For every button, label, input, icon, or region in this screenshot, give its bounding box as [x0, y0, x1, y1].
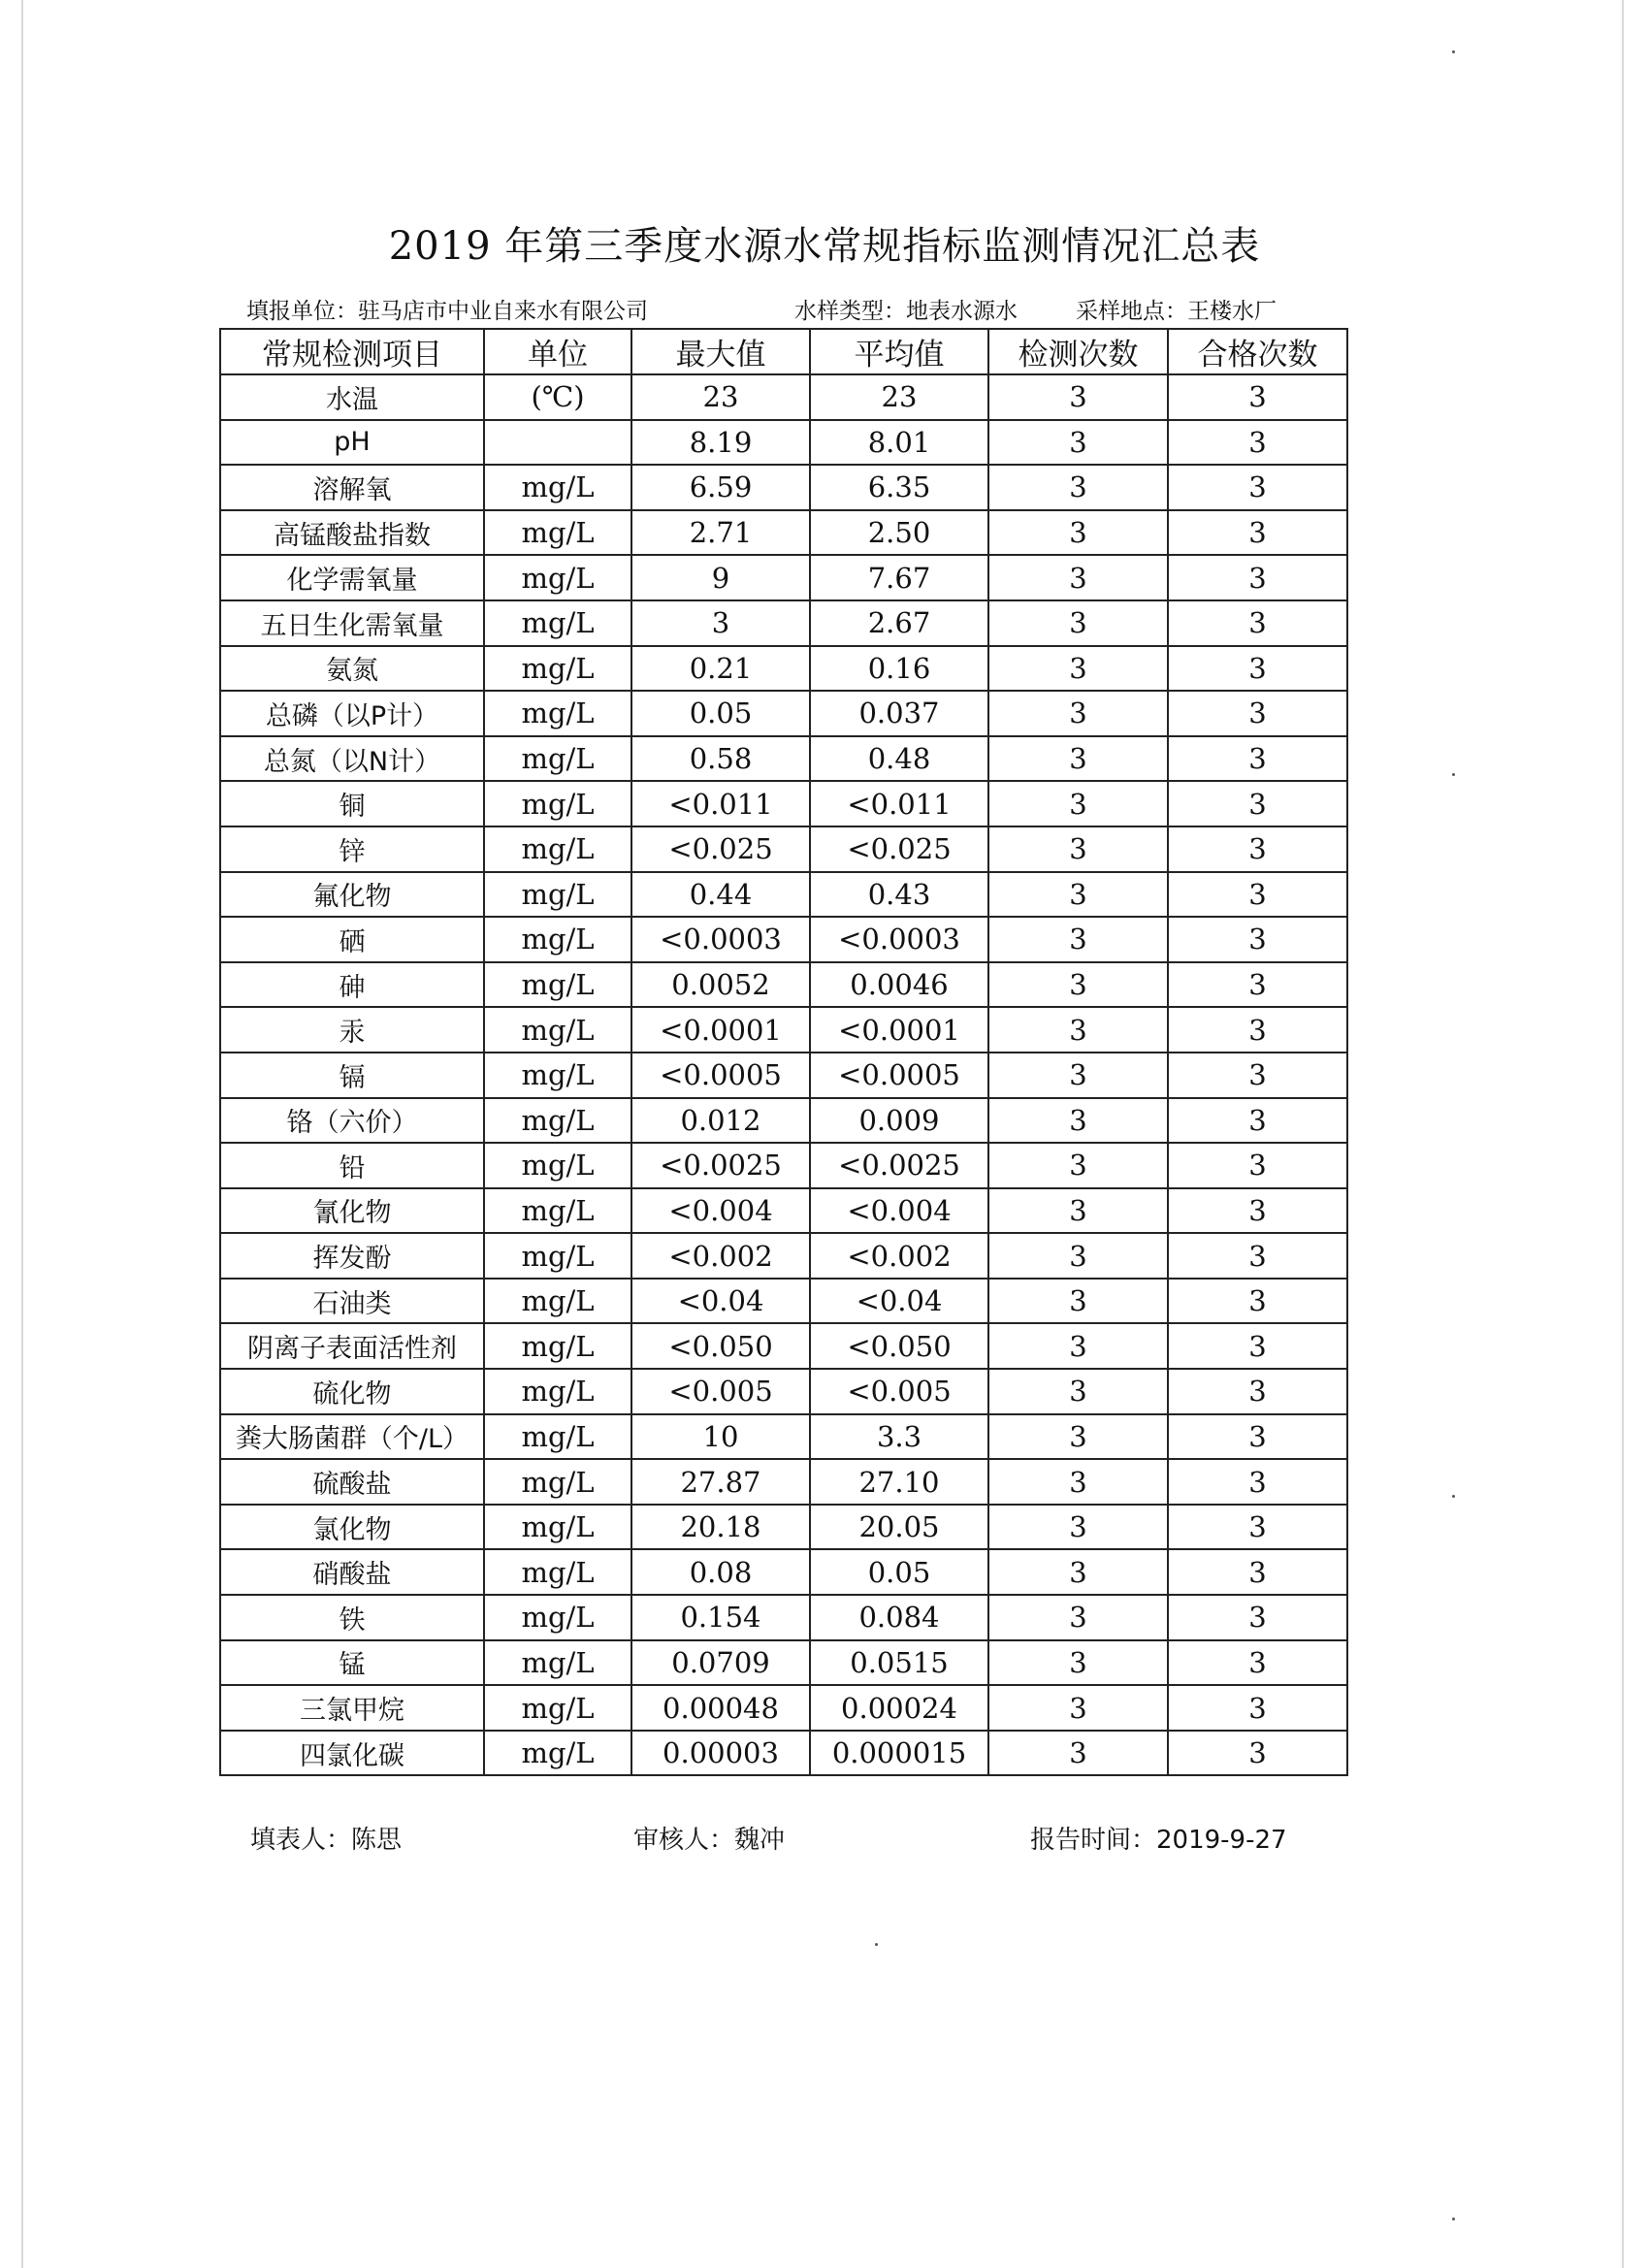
item-cell: 阴离子表面活性剂 — [220, 1323, 484, 1369]
item-cell: 四氯化碳 — [220, 1731, 484, 1776]
avg-value-cell: 7.67 — [810, 555, 988, 600]
pass-count-cell: 3 — [1168, 872, 1347, 918]
table-row — [220, 1143, 1347, 1188]
test-count-cell: 3 — [988, 1640, 1168, 1686]
table-row — [220, 1549, 1347, 1595]
test-count-cell: 3 — [988, 420, 1168, 466]
test-count-cell: 3 — [988, 1685, 1168, 1731]
item-cell: 锰 — [220, 1640, 484, 1686]
avg-value-cell: <0.005 — [810, 1369, 988, 1414]
test-count-cell: 3 — [988, 465, 1168, 510]
table-row — [220, 1007, 1347, 1053]
table-row — [220, 555, 1347, 600]
monitoring-table — [219, 328, 1348, 1776]
pass-count-cell: 3 — [1168, 1007, 1347, 1053]
test-count-cell: 3 — [988, 1549, 1168, 1595]
table-row — [220, 781, 1347, 826]
pass-count-cell: 3 — [1168, 962, 1347, 1008]
table-row — [220, 374, 1347, 420]
test-count-cell: 3 — [988, 374, 1168, 420]
pass-count-cell: 3 — [1168, 555, 1347, 600]
pass-count-cell: 3 — [1168, 1098, 1347, 1144]
max-value-cell: 0.05 — [631, 691, 810, 736]
test-count-cell: 3 — [988, 1279, 1168, 1324]
unit-cell: mg/L — [484, 1053, 631, 1098]
avg-value-cell: 0.0515 — [810, 1640, 988, 1686]
pass-count-cell: 3 — [1168, 1640, 1347, 1686]
pass-count-cell: 3 — [1168, 1233, 1347, 1279]
preparer: 填表人：陈思 — [250, 1826, 403, 1855]
item-cell: 挥发酚 — [220, 1233, 484, 1279]
table-row — [220, 691, 1347, 736]
pass-count-cell: 3 — [1168, 465, 1347, 510]
avg-value-cell: 2.67 — [810, 600, 988, 646]
unit-cell — [484, 420, 631, 466]
table-row — [220, 420, 1347, 466]
reviewer: 审核人：魏冲 — [633, 1826, 786, 1855]
avg-value-cell: 3.3 — [810, 1414, 988, 1460]
max-value-cell: 0.00003 — [631, 1731, 810, 1776]
table-row — [220, 1414, 1347, 1460]
table-row — [220, 826, 1347, 872]
test-count-cell: 3 — [988, 1323, 1168, 1369]
max-value-cell: <0.0005 — [631, 1053, 810, 1098]
max-value-cell: <0.0003 — [631, 917, 810, 962]
item-cell: 硒 — [220, 917, 484, 962]
test-count-cell: 3 — [988, 1143, 1168, 1188]
item-cell: 锌 — [220, 826, 484, 872]
table-row — [220, 872, 1347, 918]
test-count-cell: 3 — [988, 600, 1168, 646]
max-value-cell: <0.025 — [631, 826, 810, 872]
test-count-cell: 3 — [988, 1505, 1168, 1550]
unit-cell: mg/L — [484, 1414, 631, 1460]
item-cell: 硝酸盐 — [220, 1549, 484, 1595]
test-count-cell: 3 — [988, 826, 1168, 872]
test-count-cell: 3 — [988, 1007, 1168, 1053]
max-value-cell: 0.0052 — [631, 962, 810, 1008]
test-count-cell: 3 — [988, 1188, 1168, 1234]
item-cell: 三氯甲烷 — [220, 1685, 484, 1731]
table-row — [220, 917, 1347, 962]
scan-left-edge — [21, 0, 23, 2268]
column-header: 检测次数 — [988, 329, 1168, 374]
table-row — [220, 600, 1347, 646]
item-cell: 高锰酸盐指数 — [220, 510, 484, 556]
sampling-site: 采样地点：王楼水厂 — [1076, 299, 1277, 324]
avg-value-cell: <0.025 — [810, 826, 988, 872]
item-cell: 总磷（以P计） — [220, 691, 484, 736]
table-row — [220, 465, 1347, 510]
avg-value-cell: 0.037 — [810, 691, 988, 736]
pass-count-cell: 3 — [1168, 600, 1347, 646]
item-cell: 镉 — [220, 1053, 484, 1098]
unit-cell: mg/L — [484, 1188, 631, 1234]
item-cell: 溶解氧 — [220, 465, 484, 510]
max-value-cell: <0.005 — [631, 1369, 810, 1414]
avg-value-cell: <0.0001 — [810, 1007, 988, 1053]
column-header: 平均值 — [810, 329, 988, 374]
max-value-cell: <0.002 — [631, 1233, 810, 1279]
table-row — [220, 1188, 1347, 1234]
max-value-cell: 2.71 — [631, 510, 810, 556]
reporting-unit: 填报单位：驻马店市中业自来水有限公司 — [246, 299, 648, 324]
pass-count-cell: 3 — [1168, 1549, 1347, 1595]
pass-count-cell: 3 — [1168, 1188, 1347, 1234]
item-cell: 硫化物 — [220, 1369, 484, 1414]
avg-value-cell: <0.0003 — [810, 917, 988, 962]
unit-cell: mg/L — [484, 1143, 631, 1188]
max-value-cell: 0.0709 — [631, 1640, 810, 1686]
pass-count-cell: 3 — [1168, 510, 1347, 556]
unit-cell: mg/L — [484, 872, 631, 918]
avg-value-cell: 27.10 — [810, 1459, 988, 1505]
max-value-cell: 6.59 — [631, 465, 810, 510]
test-count-cell: 3 — [988, 962, 1168, 1008]
test-count-cell: 3 — [988, 1731, 1168, 1776]
table-row — [220, 736, 1347, 782]
max-value-cell: 9 — [631, 555, 810, 600]
avg-value-cell: 0.084 — [810, 1595, 988, 1640]
avg-value-cell: 0.000015 — [810, 1731, 988, 1776]
avg-value-cell: <0.011 — [810, 781, 988, 826]
unit-cell: (℃) — [484, 374, 631, 420]
report-time: 报告时间：2019-9-27 — [1030, 1826, 1287, 1855]
avg-value-cell: <0.002 — [810, 1233, 988, 1279]
max-value-cell: <0.050 — [631, 1323, 810, 1369]
column-header: 合格次数 — [1168, 329, 1347, 374]
unit-cell: mg/L — [484, 691, 631, 736]
table-row — [220, 1459, 1347, 1505]
pass-count-cell: 3 — [1168, 1279, 1347, 1324]
table-row — [220, 962, 1347, 1008]
avg-value-cell: <0.04 — [810, 1279, 988, 1324]
unit-cell: mg/L — [484, 510, 631, 556]
test-count-cell: 3 — [988, 1053, 1168, 1098]
max-value-cell: <0.0001 — [631, 1007, 810, 1053]
column-header: 最大值 — [631, 329, 810, 374]
avg-value-cell: <0.0005 — [810, 1053, 988, 1098]
avg-value-cell: 0.16 — [810, 646, 988, 692]
unit-cell: mg/L — [484, 1685, 631, 1731]
unit-cell: mg/L — [484, 646, 631, 692]
unit-cell: mg/L — [484, 1369, 631, 1414]
avg-value-cell: 0.0046 — [810, 962, 988, 1008]
max-value-cell: <0.004 — [631, 1188, 810, 1234]
avg-value-cell: <0.0025 — [810, 1143, 988, 1188]
pass-count-cell: 3 — [1168, 1459, 1347, 1505]
test-count-cell: 3 — [988, 646, 1168, 692]
avg-value-cell: <0.004 — [810, 1188, 988, 1234]
test-count-cell: 3 — [988, 1098, 1168, 1144]
test-count-cell: 3 — [988, 736, 1168, 782]
unit-cell: mg/L — [484, 1098, 631, 1144]
max-value-cell: 8.19 — [631, 420, 810, 466]
item-cell: 氯化物 — [220, 1505, 484, 1550]
max-value-cell: 0.08 — [631, 1549, 810, 1595]
avg-value-cell: 0.009 — [810, 1098, 988, 1144]
table-row — [220, 1685, 1347, 1731]
scan-speck — [1452, 2218, 1455, 2220]
max-value-cell: 0.44 — [631, 872, 810, 918]
scan-speck — [1452, 50, 1455, 53]
test-count-cell: 3 — [988, 555, 1168, 600]
max-value-cell: <0.0025 — [631, 1143, 810, 1188]
test-count-cell: 3 — [988, 1595, 1168, 1640]
table-body — [220, 374, 1347, 1775]
item-cell: 铅 — [220, 1143, 484, 1188]
table-row — [220, 1279, 1347, 1324]
unit-cell: mg/L — [484, 555, 631, 600]
unit-cell: mg/L — [484, 1731, 631, 1776]
avg-value-cell: 2.50 — [810, 510, 988, 556]
unit-cell: mg/L — [484, 781, 631, 826]
item-cell: pH — [220, 420, 484, 466]
table-row — [220, 1369, 1347, 1414]
header-row — [220, 329, 1347, 374]
column-header: 常规检测项目 — [220, 329, 484, 374]
item-cell: 化学需氧量 — [220, 555, 484, 600]
unit-cell: mg/L — [484, 600, 631, 646]
item-cell: 汞 — [220, 1007, 484, 1053]
max-value-cell: 23 — [631, 374, 810, 420]
pass-count-cell: 3 — [1168, 1414, 1347, 1460]
test-count-cell: 3 — [988, 1459, 1168, 1505]
unit-cell: mg/L — [484, 1505, 631, 1550]
item-cell: 五日生化需氧量 — [220, 600, 484, 646]
item-cell: 氰化物 — [220, 1188, 484, 1234]
item-cell: 铁 — [220, 1595, 484, 1640]
item-cell: 石油类 — [220, 1279, 484, 1324]
unit-cell: mg/L — [484, 962, 631, 1008]
scan-speck — [1452, 773, 1455, 776]
scan-speck — [875, 1943, 878, 1946]
avg-value-cell: 0.00024 — [810, 1685, 988, 1731]
scan-right-edge — [1622, 0, 1624, 2268]
pass-count-cell: 3 — [1168, 1595, 1347, 1640]
unit-cell: mg/L — [484, 1279, 631, 1324]
test-count-cell: 3 — [988, 872, 1168, 918]
test-count-cell: 3 — [988, 1369, 1168, 1414]
table-row — [220, 1640, 1347, 1686]
unit-cell: mg/L — [484, 1233, 631, 1279]
max-value-cell: 3 — [631, 600, 810, 646]
max-value-cell: 10 — [631, 1414, 810, 1460]
max-value-cell: 27.87 — [631, 1459, 810, 1505]
avg-value-cell: 0.05 — [810, 1549, 988, 1595]
max-value-cell: 0.154 — [631, 1595, 810, 1640]
unit-cell: mg/L — [484, 1549, 631, 1595]
max-value-cell: <0.04 — [631, 1279, 810, 1324]
avg-value-cell: 8.01 — [810, 420, 988, 466]
pass-count-cell: 3 — [1168, 1685, 1347, 1731]
page-title: 2019 年第三季度水源水常规指标监测情况汇总表 — [388, 224, 1261, 269]
max-value-cell: 0.58 — [631, 736, 810, 782]
pass-count-cell: 3 — [1168, 781, 1347, 826]
item-cell: 砷 — [220, 962, 484, 1008]
unit-cell: mg/L — [484, 917, 631, 962]
avg-value-cell: 6.35 — [810, 465, 988, 510]
table-row — [220, 1098, 1347, 1144]
pass-count-cell: 3 — [1168, 826, 1347, 872]
unit-cell: mg/L — [484, 1459, 631, 1505]
scan-speck — [1452, 1495, 1455, 1498]
unit-cell: mg/L — [484, 1323, 631, 1369]
test-count-cell: 3 — [988, 781, 1168, 826]
item-cell: 硫酸盐 — [220, 1459, 484, 1505]
pass-count-cell: 3 — [1168, 1323, 1347, 1369]
table-row — [220, 1595, 1347, 1640]
pass-count-cell: 3 — [1168, 1053, 1347, 1098]
table-row — [220, 646, 1347, 692]
unit-cell: mg/L — [484, 1595, 631, 1640]
test-count-cell: 3 — [988, 1414, 1168, 1460]
pass-count-cell: 3 — [1168, 374, 1347, 420]
item-cell: 总氮（以N计） — [220, 736, 484, 782]
avg-value-cell: 0.43 — [810, 872, 988, 918]
max-value-cell: 0.21 — [631, 646, 810, 692]
table-row — [220, 1505, 1347, 1550]
unit-cell: mg/L — [484, 736, 631, 782]
table-row — [220, 1731, 1347, 1776]
item-cell: 水温 — [220, 374, 484, 420]
pass-count-cell: 3 — [1168, 1143, 1347, 1188]
unit-cell: mg/L — [484, 465, 631, 510]
max-value-cell: 20.18 — [631, 1505, 810, 1550]
test-count-cell: 3 — [988, 510, 1168, 556]
test-count-cell: 3 — [988, 917, 1168, 962]
table-row — [220, 510, 1347, 556]
pass-count-cell: 3 — [1168, 691, 1347, 736]
pass-count-cell: 3 — [1168, 646, 1347, 692]
column-header: 单位 — [484, 329, 631, 374]
unit-cell: mg/L — [484, 826, 631, 872]
avg-value-cell: <0.050 — [810, 1323, 988, 1369]
max-value-cell: <0.011 — [631, 781, 810, 826]
item-cell: 粪大肠菌群（个/L） — [220, 1414, 484, 1460]
avg-value-cell: 20.05 — [810, 1505, 988, 1550]
pass-count-cell: 3 — [1168, 1731, 1347, 1776]
max-value-cell: 0.012 — [631, 1098, 810, 1144]
test-count-cell: 3 — [988, 1233, 1168, 1279]
pass-count-cell: 3 — [1168, 1369, 1347, 1414]
item-cell: 氨氮 — [220, 646, 484, 692]
max-value-cell: 0.00048 — [631, 1685, 810, 1731]
pass-count-cell: 3 — [1168, 1505, 1347, 1550]
item-cell: 铜 — [220, 781, 484, 826]
avg-value-cell: 23 — [810, 374, 988, 420]
pass-count-cell: 3 — [1168, 420, 1347, 466]
unit-cell: mg/L — [484, 1640, 631, 1686]
unit-cell: mg/L — [484, 1007, 631, 1053]
pass-count-cell: 3 — [1168, 736, 1347, 782]
table-row — [220, 1323, 1347, 1369]
table-row — [220, 1053, 1347, 1098]
table-row — [220, 1233, 1347, 1279]
item-cell: 氟化物 — [220, 872, 484, 918]
item-cell: 铬（六价） — [220, 1098, 484, 1144]
pass-count-cell: 3 — [1168, 917, 1347, 962]
test-count-cell: 3 — [988, 691, 1168, 736]
avg-value-cell: 0.48 — [810, 736, 988, 782]
water-sample-type: 水样类型：地表水源水 — [794, 299, 1018, 324]
